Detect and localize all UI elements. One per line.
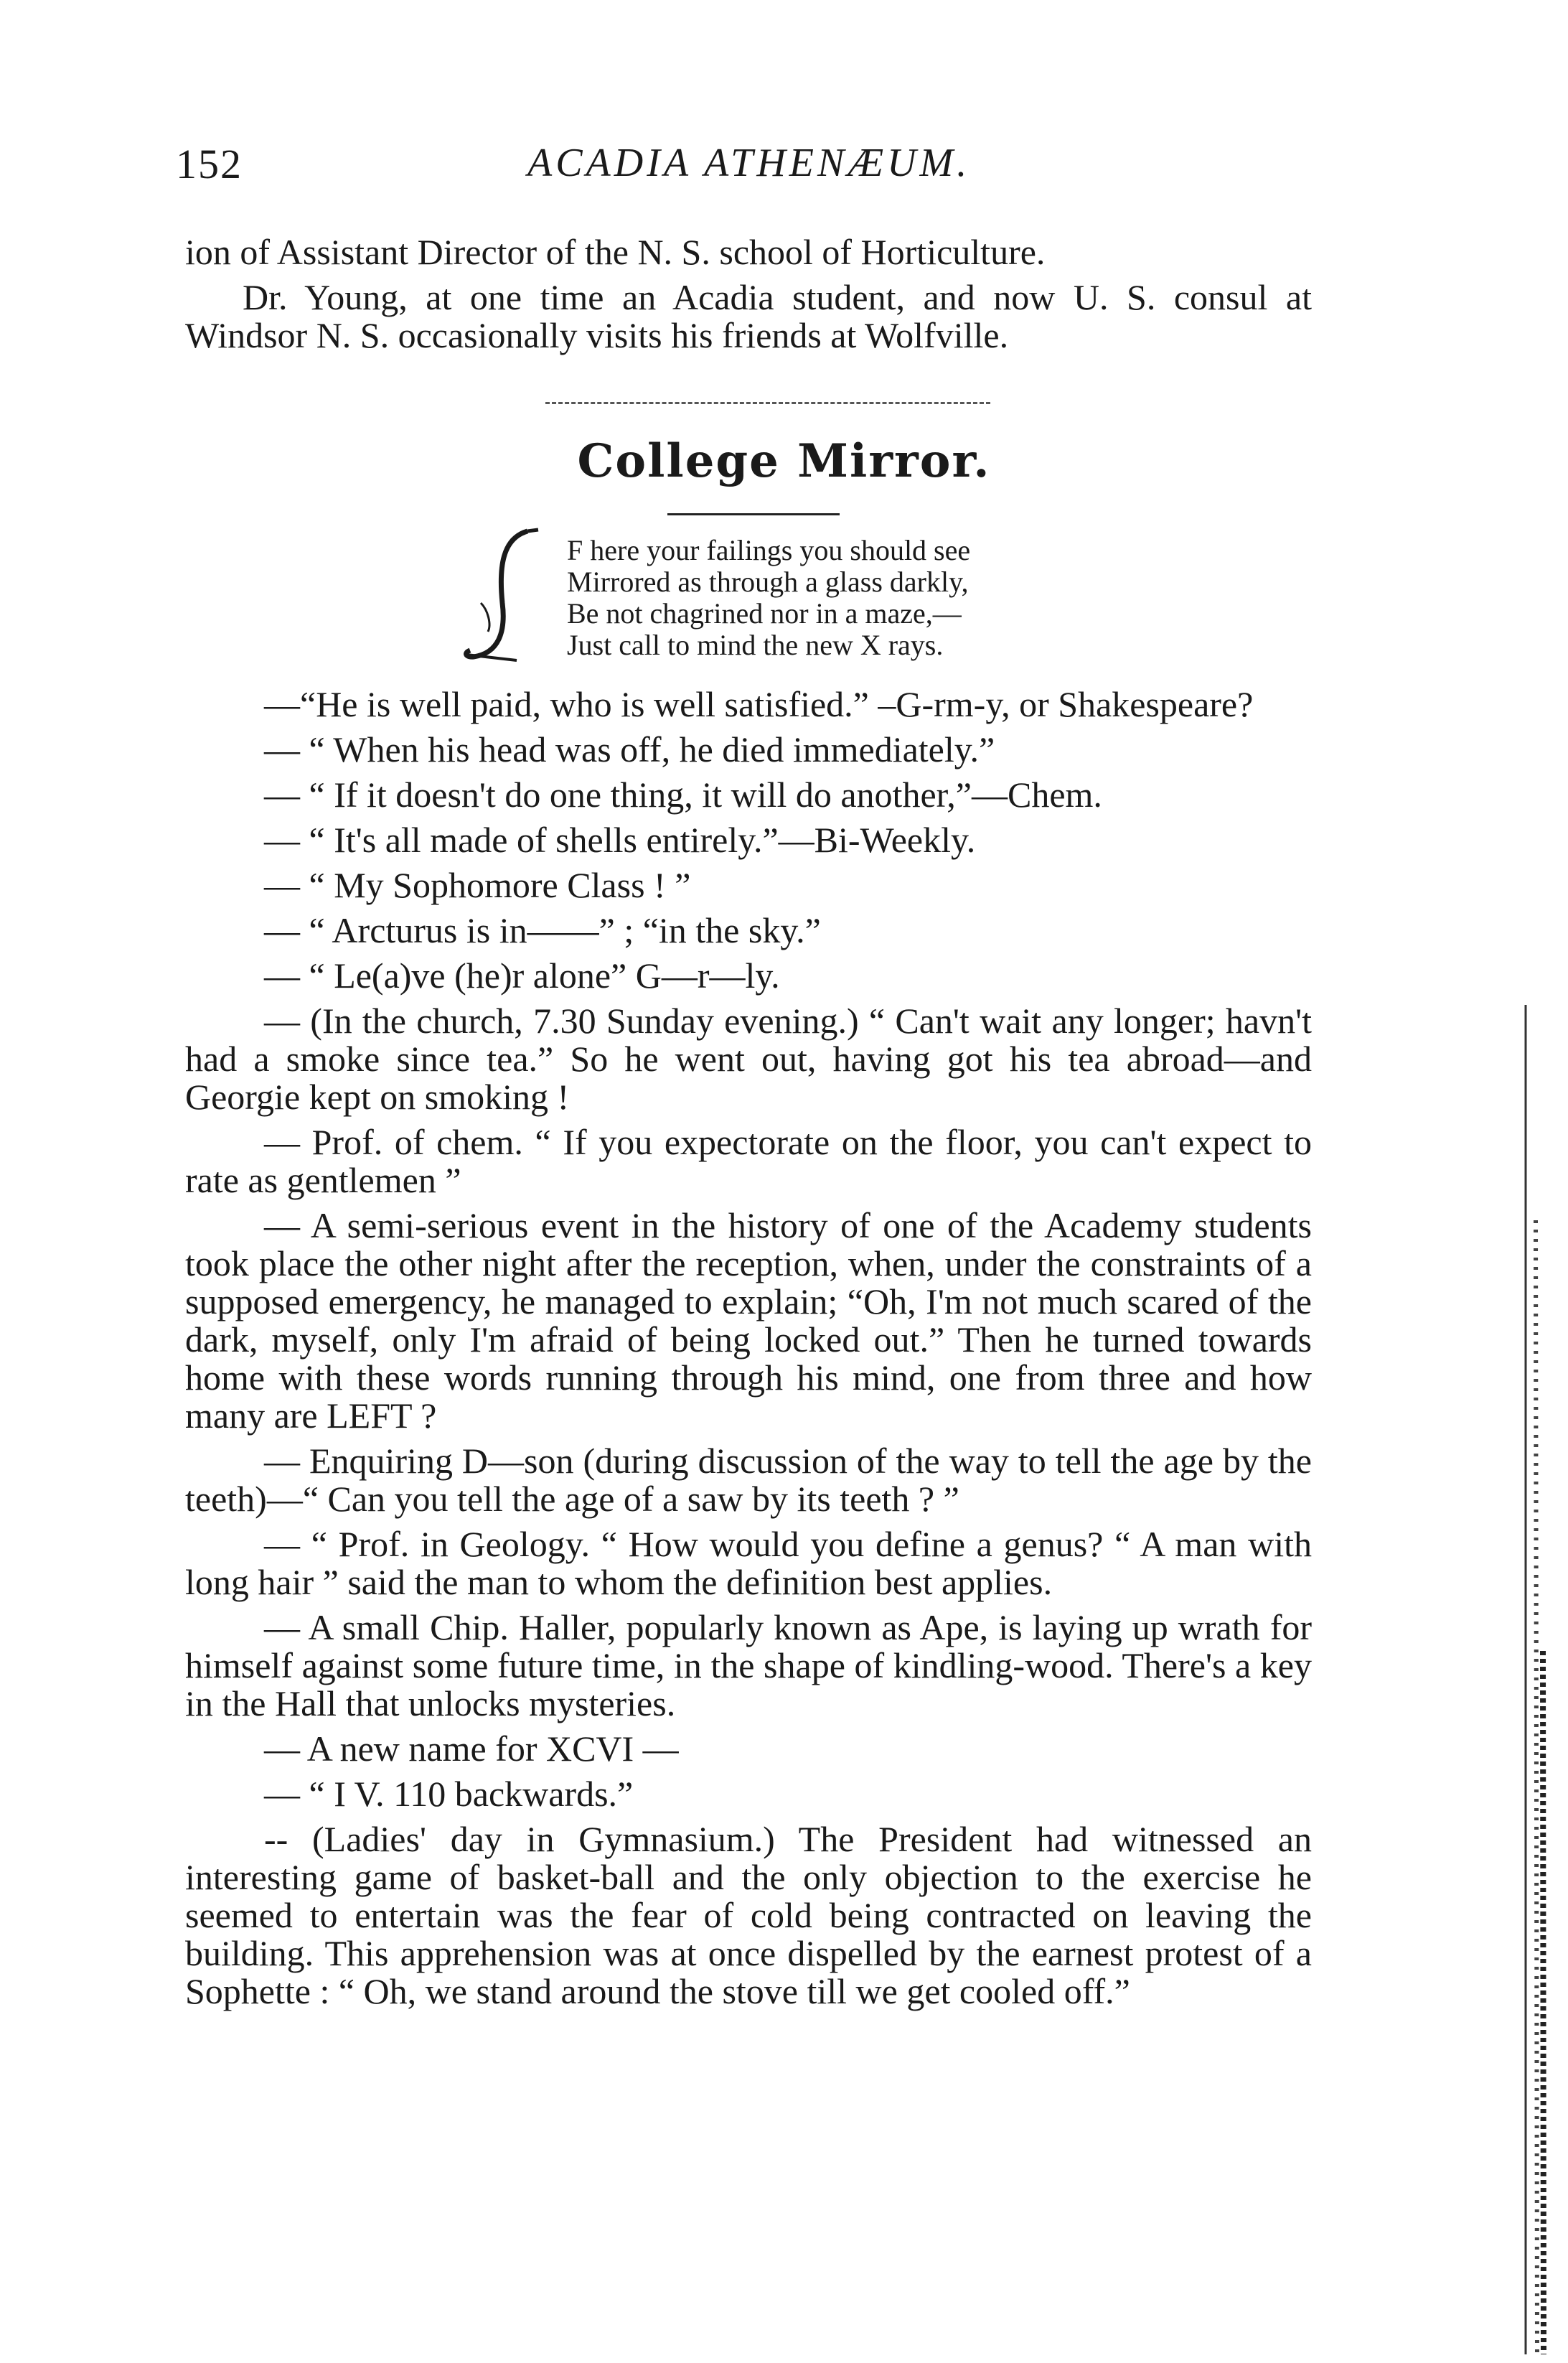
verse-line: Just call to mind the new X rays. (567, 629, 944, 661)
list-item: — Enquiring D—son (during discussion of the way to tell the age by the teeth)—“ Can you tell the age of a saw by its teeth ? ” (185, 1441, 1312, 1519)
paragraph: Dr. Young, at one time an Acadia student, and now U. S. consul at Windsor N. S. occasionally visits his friends at Wolfville. (185, 277, 1312, 355)
page-header (176, 140, 1302, 197)
list-item: — “ It's all made of shells entirely.”—Bi-Weekly. (264, 820, 976, 860)
scan-edge-shadow (1520, 1005, 1549, 2354)
top-paragraphs (185, 233, 1312, 362)
list-item: —“He is well paid, who is well satisfied.” –G-rm-y, or Shakespeare? (264, 684, 1254, 724)
list-item: -- (Ladies' day in Gymnasium.) The President had witnessed an interesting game of basket-ball and the only objection to the exercise he seemed to entertain was the fear of cold being contracted on leaving the building. This apprehension was at once dispelled by the earnest protest of a Sophette : “ Oh, we stand around the stove till we get cooled off.” (185, 1819, 1312, 2011)
list-item: — A small Chip. Haller, popularly known as Ape, is laying up wrath for himself against some future time, in the shape of kindling-wood. There's a key in the Hall that unlocks mysteries. (185, 1607, 1312, 1723)
paragraph: ion of Assistant Director of the N. S. school of Horticulture. (185, 232, 1046, 272)
list-item: — “ I V. 110 backwards.” (264, 1774, 634, 1814)
verse-line: Mirrored as through a glass darkly, (567, 566, 969, 598)
list-item: — “ Prof. in Geology. “ How would you define a genus? “ A man with long hair ” said the man to whom the definition best applies. (185, 1524, 1312, 1602)
list-item: — “ My Sophomore Class ! ” (264, 865, 691, 905)
verse-line: Be not chagrined nor in a maze,— (567, 597, 962, 630)
running-head: ACADIA ATHENÆUM. (527, 141, 971, 185)
decorative-initial-I-icon (459, 524, 545, 668)
list-item: — Prof. of chem. “ If you expectorate on the floor, you can't expect to rate as gentlemen ” (185, 1122, 1312, 1200)
list-item: — “ Le(a)ve (he)r alone” G—r—ly. (264, 955, 780, 996)
section-title: College Mirror. (577, 434, 991, 488)
list-item: — (In the church, 7.30 Sunday evening.) “ Can't wait any longer; havn't had a smoke since tea.” So he went out, having got his tea abroad—and Georgie kept on smoking ! (185, 1001, 1312, 1117)
page-number: 152 (176, 141, 243, 187)
list-item: — “ Arcturus is in——” ; “in the sky.” (264, 910, 821, 950)
mirror-items (185, 685, 1312, 2018)
epigraph-verse (567, 535, 970, 661)
list-item: — “ If it doesn't do one thing, it will do another,”—Chem. (264, 775, 1102, 815)
list-item: — A semi-serious event in the history of one of the Academy students took place the other night after the reception, when, under the constraints of a supposed emergency, he managed to explain; “Oh, I'm not much scared of the dark, myself, only I'm afraid of being locked out.” Then he turned towards home with these words running through his mind, one from three and how many are LEFT ? (185, 1205, 1312, 1436)
list-item: — “ When his head was off, he died immediately.” (264, 729, 995, 769)
section-divider (545, 402, 990, 404)
title-rule (667, 513, 840, 515)
verse-line: F here your failings you should see (567, 534, 971, 566)
list-item: — A new name for XCVI — (264, 1728, 679, 1769)
